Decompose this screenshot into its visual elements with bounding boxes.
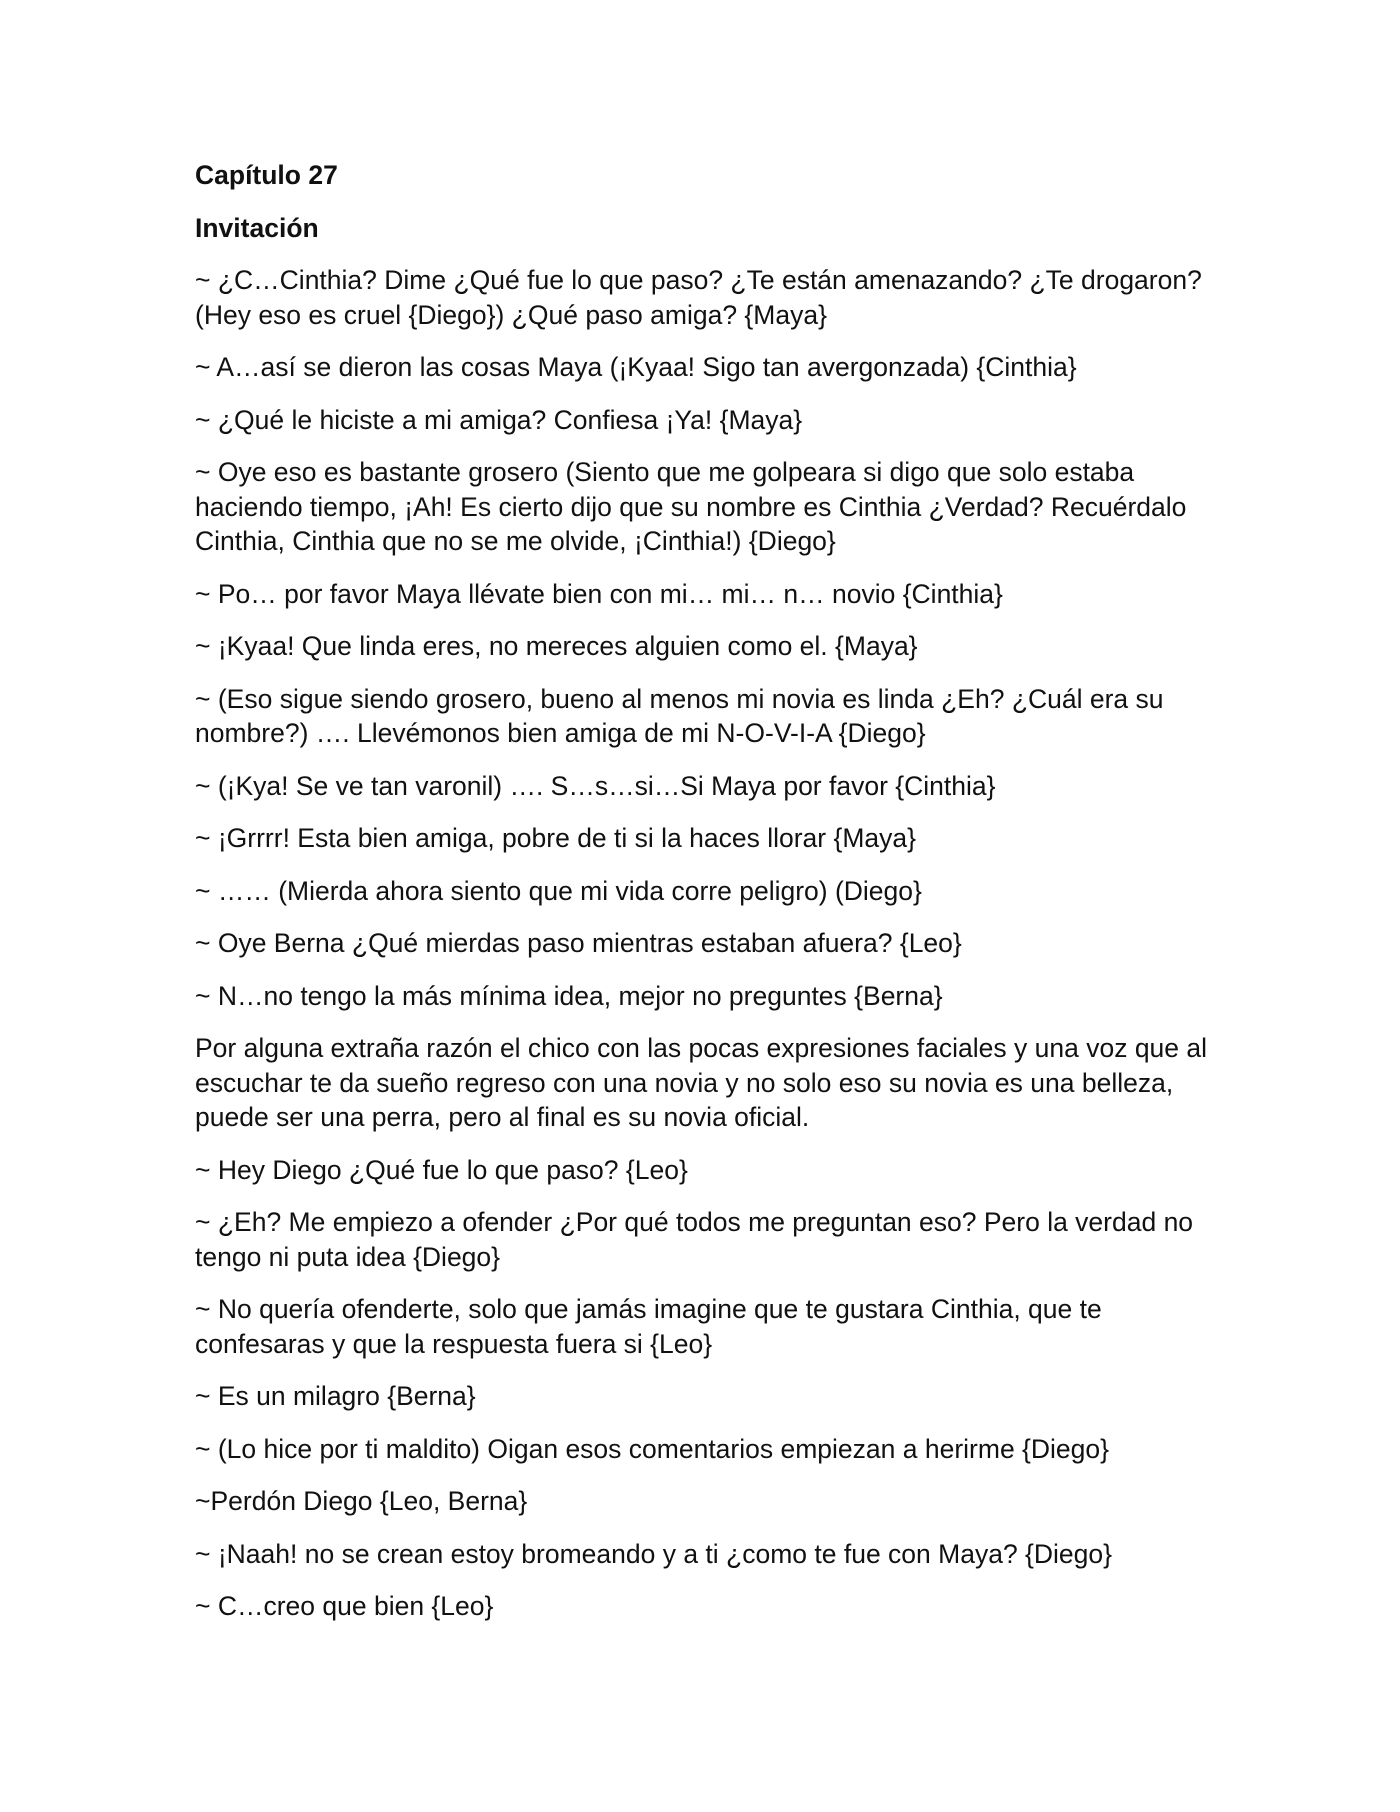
paragraph: ~ ¿Qué le hiciste a mi amiga? Confiesa ¡Ya! {Maya} — [195, 404, 803, 435]
paragraph: ~ No quería ofenderte, solo que jamás imagine que te gustara Cinthia, que te confesaras y que la respuesta fuera si {Leo} — [195, 1294, 1102, 1359]
paragraph: ~ ¿Eh? Me empiezo a ofender ¿Por qué todos me preguntan eso? Pero la verdad no tengo ni puta idea {Diego} — [195, 1207, 1194, 1272]
paragraph: ~Perdón Diego {Leo, Berna} — [195, 1486, 528, 1516]
paragraph: ~ Po… por favor Maya llévate bien con mi… mi… n… novio {Cinthia} — [195, 578, 1003, 609]
paragraph: ~ …… (Mierda ahora siento que mi vida corre peligro) (Diego} — [195, 875, 922, 906]
paragraph: ~ ¡Naah! no se crean estoy bromeando y a ti ¿como te fue con Maya? {Diego} — [195, 1538, 1112, 1569]
chapter-title: Invitación — [195, 212, 319, 243]
paragraph: ~ (Eso sigue siendo grosero, bueno al menos mi novia es linda ¿Eh? ¿Cuál era su nombre?) …. Llevémonos bien amiga de mi N-O-V-I-A {Diego} — [195, 683, 1164, 748]
paragraph: ~ ¡Grrrr! Esta bien amiga, pobre de ti si la haces llorar {Maya} — [195, 823, 916, 853]
chapter-heading: Capítulo 27 — [195, 160, 338, 190]
paragraph: ~ N…no tengo la más mínima idea, mejor no preguntes {Berna} — [195, 980, 943, 1011]
paragraph: ~ (Lo hice por ti maldito) Oigan esos comentarios empiezan a herirme {Diego} — [195, 1433, 1109, 1464]
paragraph: ~ (¡Kya! Se ve tan varonil) …. S…s…si…Si Maya por favor {Cinthia} — [195, 770, 996, 801]
paragraph: ~ A…así se dieron las cosas Maya (¡Kyaa! Sigo tan avergonzada) {Cinthia} — [195, 352, 1077, 382]
paragraph: ~ Hey Diego ¿Qué fue lo que paso? {Leo} — [195, 1154, 688, 1185]
document-page — [195, 158, 1215, 1642]
paragraph: ~ Oye Berna ¿Qué mierdas paso mientras estaban afuera? {Leo} — [195, 928, 962, 958]
paragraph: ~ Es un milagro {Berna} — [195, 1381, 476, 1411]
paragraph: ~ C…creo que bien {Leo} — [195, 1591, 494, 1621]
paragraph: ~ ¡Kyaa! Que linda eres, no mereces alguien como el. {Maya} — [195, 631, 918, 661]
paragraph: ~ ¿C…Cinthia? Dime ¿Qué fue lo que paso? ¿Te están amenazando? ¿Te drogaron? (Hey eso es cruel {Diego}) ¿Qué paso amiga? {Maya} — [195, 265, 1202, 330]
paragraph: ~ Oye eso es bastante grosero (Siento que me golpeara si digo que solo estaba haciendo tiempo, ¡Ah! Es cierto dijo que su nombre es Cinthia ¿Verdad? Recuérdalo Cinthia, Cinthia que no se me olvide, ¡Cinthia!) {Diego} — [195, 457, 1187, 556]
narration-paragraph: Por alguna extraña razón el chico con las pocas expresiones faciales y una voz que al escuchar te da sueño regreso con una novia y no solo eso su novia es una belleza, puede ser una perra, pero al final es su novia oficial. — [195, 1033, 1208, 1132]
